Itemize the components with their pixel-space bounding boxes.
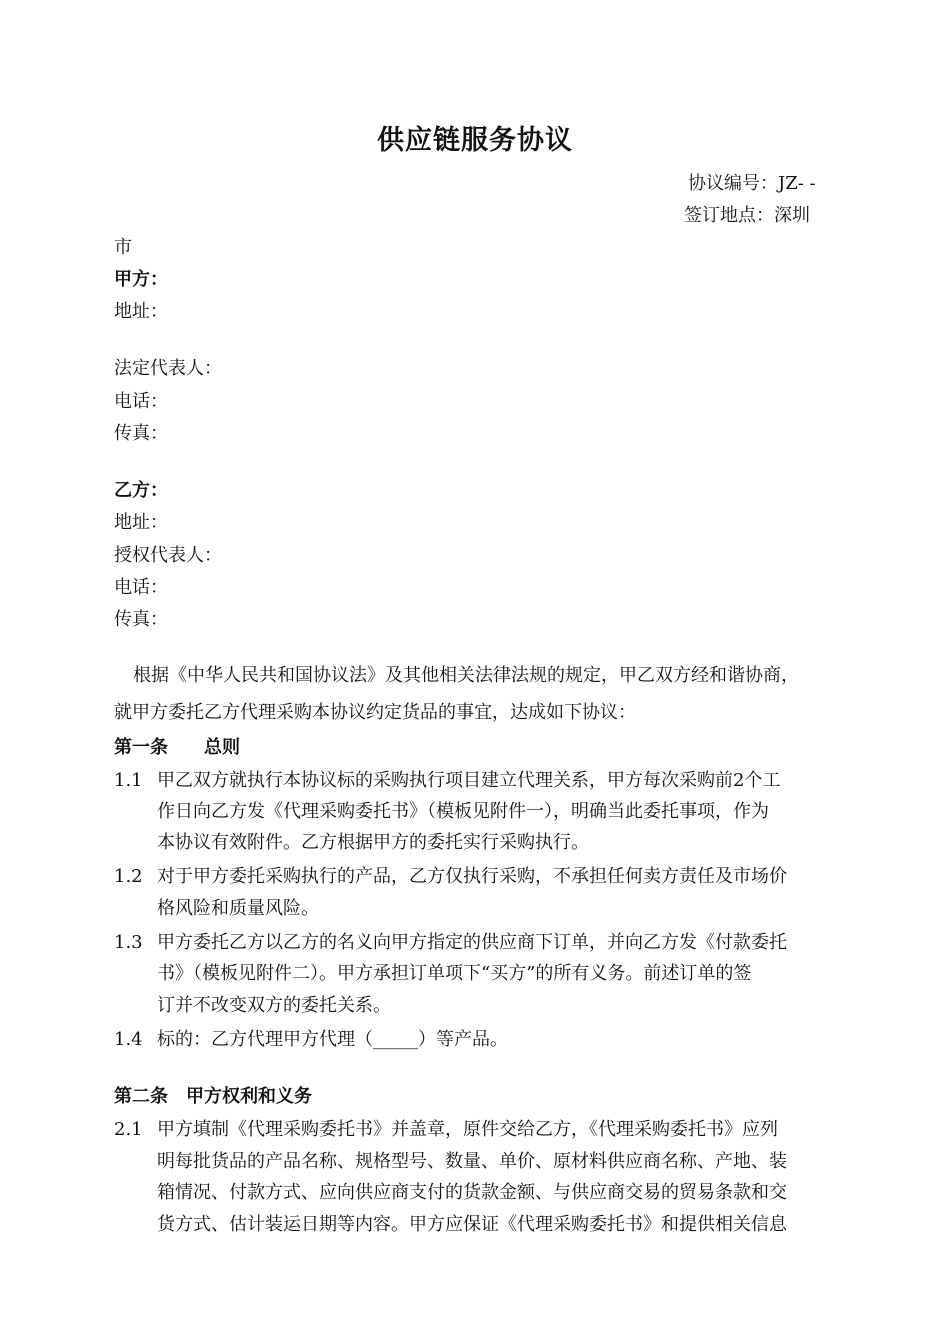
clause-number: 1.3 [114, 932, 143, 953]
clause-text-line: 货方式、估计装运日期等内容。甲方应保证《代理采购委托书》和提供相关信息 [157, 1214, 787, 1235]
party-a-address: 地址： [114, 301, 168, 322]
party-b-address: 地址： [114, 512, 168, 533]
clause-text-line: 甲乙双方就执行本协议标的采购执行项目建立代理关系，甲方每次采购前2个工 [157, 770, 781, 791]
clause-text-line: 明每批货品的产品名称、规格型号、数量、单价、原材料供应商名称、产地、装 [157, 1151, 787, 1172]
party-a-fax: 传真： [114, 423, 168, 444]
clause-number: 2.1 [114, 1119, 143, 1140]
clause-text-line: 甲方填制《代理采购委托书》并盖章，原件交给乙方，《代理采购委托书》应列 [157, 1119, 778, 1140]
clause-text-line: 箱情况、付款方式、应向供应商支付的货款金额、与供应商交易的贸易条款和交 [157, 1182, 787, 1203]
party-b-fax: 传真： [114, 609, 168, 630]
clause-text-line: 书》（模板见附件二）。甲方承担订单项下“买方”的所有义务。前述订单的签 [157, 963, 752, 984]
sign-place: 签订地点：深圳 [684, 205, 810, 226]
preamble-line-2: 就甲方委托乙方代理采购本协议约定货品的事宜，达成如下协议： [114, 702, 636, 723]
party-b-phone: 电话： [114, 577, 168, 598]
clause-number: 1.1 [114, 770, 143, 791]
clause-text-line: 订并不改变双方的委托关系。 [157, 995, 391, 1016]
document-title: 供应链服务协议 [377, 125, 573, 156]
clause-text-line: 标的：乙方代理甲方代理（_____）等产品。 [157, 1029, 508, 1050]
clause-text-line: 甲方委托乙方以乙方的名义向甲方指定的供应商下订单，并向乙方发《付款委托 [157, 932, 787, 953]
clause-number: 1.4 [114, 1029, 143, 1050]
party-a-phone: 电话： [114, 391, 168, 412]
clause-number: 1.2 [114, 866, 143, 887]
sign-place-continuation: 市 [114, 237, 132, 258]
clause-text-line: 格风险和质量风险。 [157, 898, 319, 919]
party-b-auth-rep: 授权代表人： [114, 545, 222, 566]
party-a-legal-rep: 法定代表人： [114, 358, 222, 379]
party-a-label: 甲方： [114, 269, 168, 290]
clause-text-line: 作日向乙方发《代理采购委托书》（模板见附件一），明确当此委托事项，作为 [157, 801, 769, 822]
article-2-heading: 第二条 甲方权利和义务 [114, 1086, 312, 1107]
article-1-heading: 第一条 总则 [114, 737, 240, 758]
clause-text-line: 对于甲方委托采购执行的产品，乙方仅执行采购，不承担任何卖方责任及市场价 [157, 866, 787, 887]
contract-number: 协议编号：JZ- - [688, 173, 816, 194]
party-b-label: 乙方： [114, 480, 168, 501]
preamble-line-1: 根据《中华人民共和国协议法》及其他相关法律法规的规定，甲乙双方经和谐协商， [133, 665, 799, 686]
clause-text-line: 本协议有效附件。乙方根据甲方的委托实行采购执行。 [157, 832, 589, 853]
